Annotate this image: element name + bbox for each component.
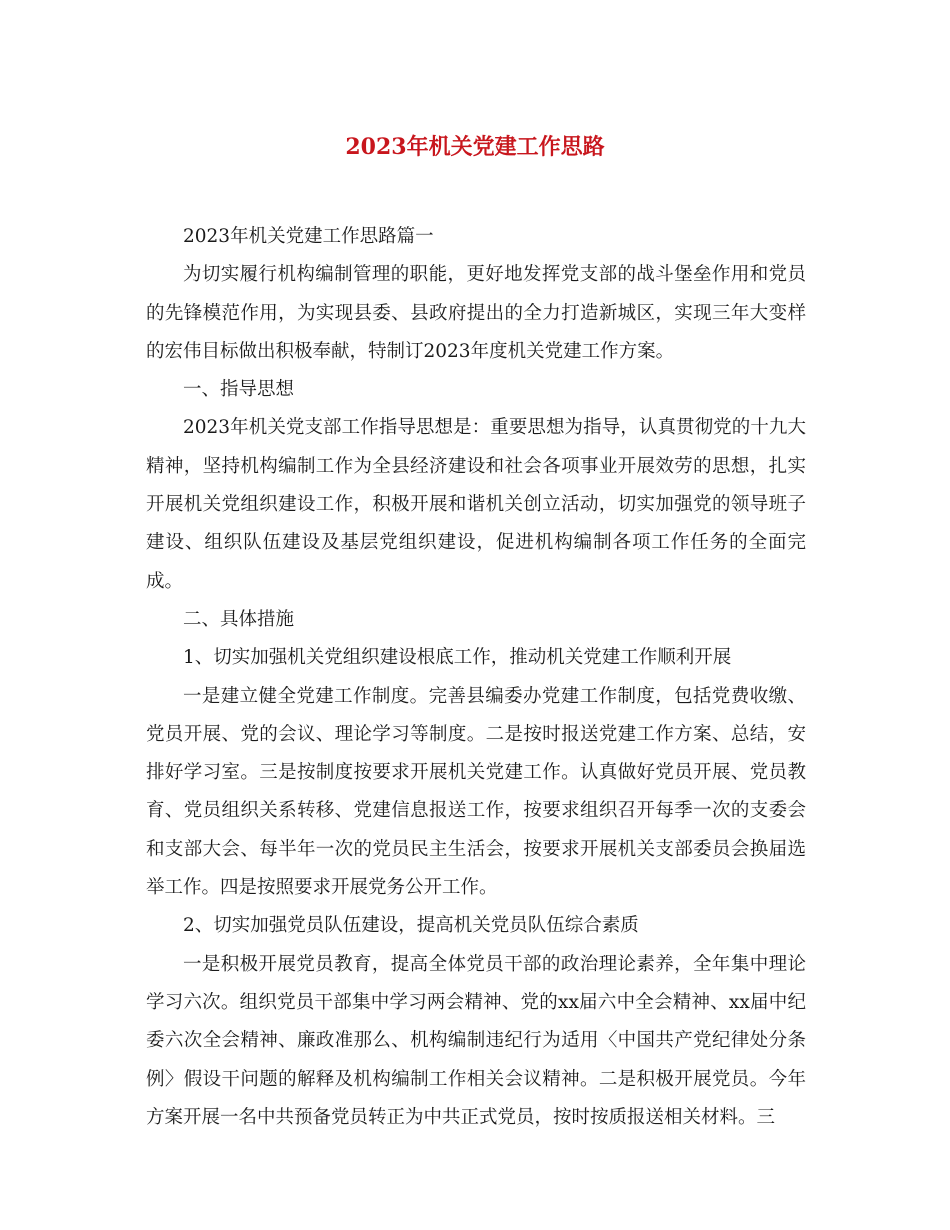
document-body (146, 218, 806, 1137)
section-heading-guiding-ideology: 一、指导思想 (183, 379, 295, 401)
measure-1-heading: 1、切实加强机关党组织建设根底工作，推动机关党建工作顺利开展 (183, 647, 732, 669)
guiding-ideology-paragraph: 2023年机关党支部工作指导思想是：重要思想为指导，认真贯彻党的十九大精神，坚持机构编制工作为全县经济建设和社会各项事业开展效劳的思想，扎实开展机关党组织建设工作，积极开展和谐机关创立活动，切实加强党的领导班子建设、组织队伍建设及基层党组织建设，促进机构编制各项工作任务的全面完成。 (146, 417, 806, 592)
measure-2-heading: 2、切实加强党员队伍建设，提高机关党员队伍综合素质 (183, 915, 639, 937)
section-heading-part-one: 2023年机关党建工作思路篇一 (183, 226, 434, 247)
measure-1-paragraph: 一是建立健全党建工作制度。完善县编委办党建工作制度，包括党费收缴、党员开展、党的会议、理论学习等制度。二是按时报送党建工作方案、总结，安排好学习室。三是按制度按要求开展机关党建工作。认真做好党员开展、党员教育、党员组织关系转移、党建信息报送工作，按要求组织召开每季一次的支委会和支部大会、每半年一次的党员民主生活会，按要求开展机关支部委员会换届选举工作。四是按照要求开展党务公开工作。 (146, 685, 806, 899)
intro-paragraph: 为切实履行机构编制管理的职能，更好地发挥党支部的战斗堡垒作用和党员的先锋模范作用，为实现县委、县政府提出的全力打造新城区，实现三年大变样的宏伟目标做出积极奉献，特制订2023年度机关党建工作方案。 (146, 264, 806, 362)
measure-2-paragraph: 一是积极开展党员教育，提高全体党员干部的政治理论素养，全年集中理论学习六次。组织党员干部集中学习两会精神、党的xx届六中全会精神、xx届中纪委六次全会精神、廉政准那么、机构编制违纪行为适用〈中国共产党纪律处分条例〉假设干问题的解释及机构编制工作相关会议精神。二是积极开展党员。今年方案开展一名中共预备党员转正为中共正式党员，按时按质报送相关材料。三 (146, 953, 806, 1128)
document-title: 2023年机关党建工作思路 (345, 134, 605, 160)
section-heading-specific-measures: 二、具体措施 (183, 608, 295, 630)
